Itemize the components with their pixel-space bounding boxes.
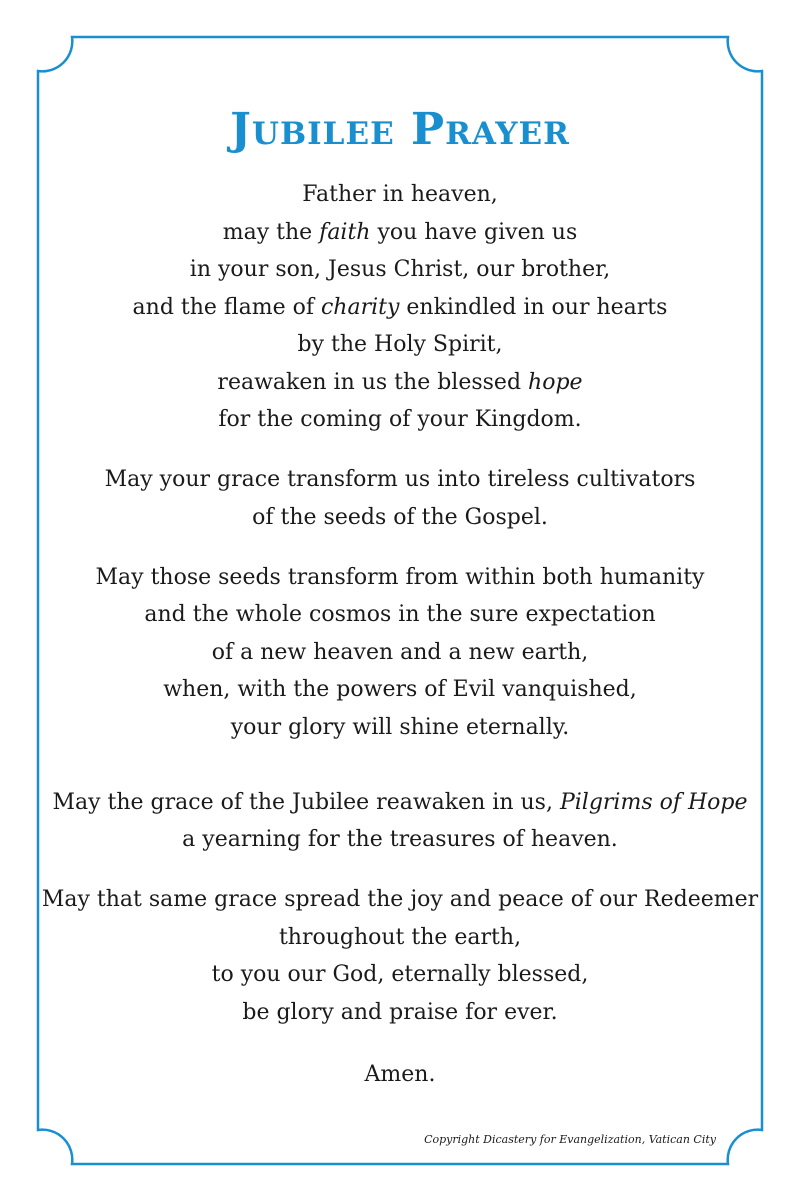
prayer-line bbox=[0, 293, 800, 323]
prayer-line bbox=[0, 218, 800, 248]
prayer-line bbox=[0, 885, 800, 915]
prayer-line bbox=[0, 503, 800, 533]
prayer-text: and the whole cosmos in the sure expectation bbox=[144, 602, 656, 627]
prayer-text: May that same grace spread the joy and peace of our Redeemer bbox=[41, 887, 759, 912]
prayer-line bbox=[0, 255, 800, 285]
prayer-text: for the coming of your Kingdom. bbox=[218, 407, 582, 432]
prayer-line bbox=[0, 825, 800, 855]
prayer-text: Father in heaven, bbox=[302, 182, 498, 207]
prayer-text: be glory and praise for ever. bbox=[242, 1000, 558, 1025]
emphasis-text: charity bbox=[320, 295, 400, 320]
prayer-text: to you our God, eternally blessed, bbox=[211, 962, 589, 987]
prayer-text: when, with the powers of Evil vanquished, bbox=[163, 677, 637, 702]
emphasis-text: hope bbox=[528, 370, 583, 395]
prayer-line bbox=[0, 998, 800, 1028]
prayer-line bbox=[0, 563, 800, 593]
prayer-line bbox=[0, 465, 800, 495]
prayer-text: you have given us bbox=[370, 220, 578, 245]
prayer-text: throughout the earth, bbox=[278, 925, 522, 950]
prayer-line bbox=[0, 330, 800, 360]
prayer-text: a yearning for the treasures of heaven. bbox=[182, 827, 618, 852]
copyright-notice: Copyright Dicastery for Evangelization, Vatican City bbox=[424, 1133, 716, 1146]
prayer-text: May those seeds transform from within both humanity bbox=[95, 565, 705, 590]
prayer-line bbox=[0, 405, 800, 435]
prayer-line bbox=[0, 600, 800, 630]
emphasis-text: faith bbox=[319, 220, 371, 245]
prayer-line bbox=[0, 923, 800, 953]
prayer-text: your glory will shine eternally. bbox=[230, 715, 570, 740]
prayer-line bbox=[0, 180, 800, 210]
prayer-text: may the bbox=[222, 220, 320, 245]
prayer-text: by the Holy Spirit, bbox=[297, 332, 503, 357]
prayer-text: of the seeds of the Gospel. bbox=[252, 505, 548, 530]
prayer-text: May your grace transform us into tireless cultivators bbox=[104, 467, 696, 492]
prayer-text: of a new heaven and a new earth, bbox=[211, 640, 589, 665]
prayer-text: enkindled in our hearts bbox=[399, 295, 668, 320]
prayer-line bbox=[0, 368, 800, 398]
prayer-line bbox=[0, 1060, 800, 1090]
prayer-line bbox=[0, 675, 800, 705]
prayer-line bbox=[0, 713, 800, 743]
prayer-text: May the grace of the Jubilee reawaken in us, bbox=[52, 790, 560, 815]
prayer-text: in your son, Jesus Christ, our brother, bbox=[189, 257, 611, 282]
page-title: Jubilee Prayer bbox=[230, 104, 570, 155]
prayer-line bbox=[0, 788, 800, 818]
prayer-line bbox=[0, 638, 800, 668]
prayer-line bbox=[0, 960, 800, 990]
emphasis-text: Pilgrims of Hope bbox=[559, 790, 748, 815]
prayer-text: and the flame of bbox=[132, 295, 321, 320]
prayer-text: Amen. bbox=[364, 1062, 436, 1087]
prayer-text: reawaken in us the blessed bbox=[217, 370, 529, 395]
